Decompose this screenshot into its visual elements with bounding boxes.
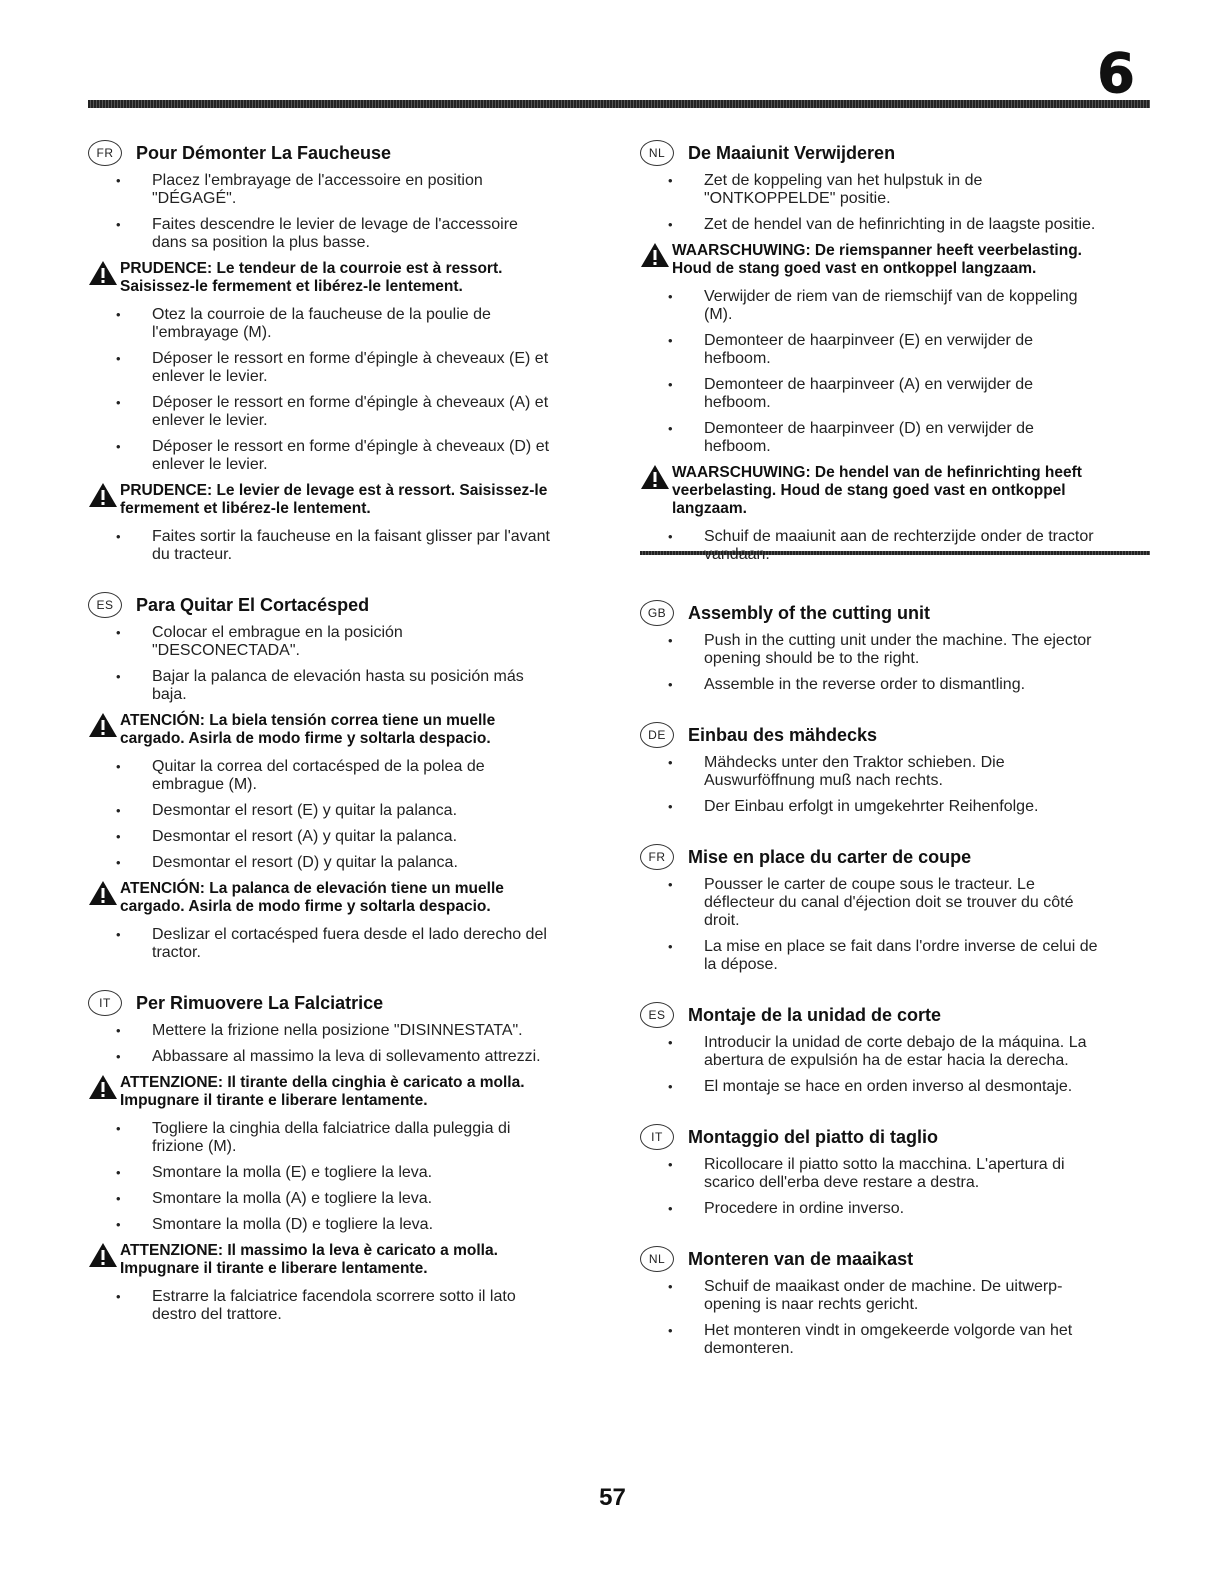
- list-item: • Abbassare al massimo la leva di sollevamento attrezzi.: [116, 1048, 550, 1066]
- section-title: Assembly of the cutting unit: [688, 602, 931, 623]
- list-item: • Estrarre la falciatrice facendola scorrere sotto il lato destro del trattore.: [116, 1288, 550, 1324]
- warning-note: [88, 712, 550, 748]
- warning-text: ATENCIÓN: La biela tensión correa tiene un muelle cargado. Asirla de modo firme y soltarla despacio.: [120, 712, 496, 747]
- warning-triangle-icon: [88, 712, 118, 738]
- list-item: • Déposer le ressort en forme d'épingle à cheveaux (E) et enlever le levier.: [116, 350, 550, 386]
- list-item: • Introducir la unidad de corte debajo de la máquina. La abertura de expulsión ha de estar hacia la derecha.: [668, 1034, 1102, 1070]
- list-item: • Deslizar el cortacésped fuera desde el lado derecho del tractor.: [116, 926, 550, 962]
- list-item: • Faites descendre le levier de levage de l'accessoire dans sa position la plus basse.: [116, 216, 550, 252]
- section-header: [640, 1002, 1102, 1028]
- section-es-montaje: [640, 1002, 1102, 1096]
- section-header: [88, 990, 550, 1016]
- step-list: [668, 876, 1102, 974]
- list-item: • Faites sortir la faucheuse en la faisant glisser par l'avant du tracteur.: [116, 528, 550, 564]
- list-item: • Het monteren vindt in omgekeerde volgorde van het demonteren.: [668, 1322, 1102, 1358]
- step-list: [668, 528, 1102, 564]
- list-item: • Verwijder de riem van de riemschijf van de koppeling (M).: [668, 288, 1102, 324]
- list-item: • Pousser le carter de coupe sous le tracteur. Le déflecteur du canal d'éjection doit se trouver du côté droit.: [668, 876, 1102, 930]
- warning-text: WAARSCHUWING: De hendel van de hefinrichting heeft veerbelasting. Houd de stang goed vast en ontkoppel langzaam.: [672, 464, 1082, 517]
- warning-triangle-icon: [88, 1242, 118, 1268]
- list-item: • El montaje se hace en orden inverso al desmontaje.: [668, 1078, 1102, 1096]
- language-badge-nl: NL: [640, 140, 674, 166]
- list-item: • Otez la courroie de la faucheuse de la poulie de l'embrayage (M).: [116, 306, 550, 342]
- list-item: • Smontare la molla (D) e togliere la leva.: [116, 1216, 550, 1234]
- list-item: • Ricollocare il piatto sotto la macchina. L'apertura di scarico dell'erba deve restare a destra.: [668, 1156, 1102, 1192]
- warning-note: [640, 464, 1102, 518]
- step-list: [116, 624, 550, 704]
- list-item: • Desmontar el resort (D) y quitar la palanca.: [116, 854, 550, 872]
- section-gb-assembly: [640, 600, 1102, 694]
- list-item: • Mettere la frizione nella posizione "DISINNESTATA".: [116, 1022, 550, 1040]
- section-fr-demontage: [88, 140, 550, 564]
- chapter-number: 6: [1097, 42, 1135, 104]
- warning-text: ATTENZIONE: Il massimo la leva è caricato a molla. Impugnare il tirante e liberare lentamente.: [120, 1242, 498, 1277]
- section-title: Para Quitar El Cortacésped: [136, 594, 370, 615]
- step-list: [668, 172, 1102, 234]
- section-title: Per Rimuovere La Falciatrice: [136, 992, 384, 1013]
- step-list: [668, 632, 1102, 694]
- warning-triangle-icon: [88, 880, 118, 906]
- right-column-bottom: [640, 600, 1102, 1386]
- warning-note: [88, 880, 550, 916]
- section-nl-monteren: [640, 1246, 1102, 1358]
- list-item: • Mähdecks unter den Traktor schieben. Die Auswurföffnung muß nach rechts.: [668, 754, 1102, 790]
- step-list: [116, 1120, 550, 1234]
- section-title: Mise en place du carter de coupe: [688, 846, 972, 867]
- chapter-number-icon: [1085, 42, 1147, 104]
- list-item: • Desmontar el resort (E) y quitar la palanca.: [116, 802, 550, 820]
- warning-triangle-icon: [88, 260, 118, 286]
- section-title: Monteren van de maaikast: [688, 1248, 914, 1269]
- section-header: [640, 140, 1102, 166]
- list-item: • Smontare la molla (E) e togliere la leva.: [116, 1164, 550, 1182]
- section-de-einbau: [640, 722, 1102, 816]
- chapter-badge: [1085, 42, 1147, 104]
- language-badge-gb: GB: [640, 600, 674, 626]
- warning-triangle-icon: [88, 482, 118, 508]
- list-item: • Smontare la molla (A) e togliere la leva.: [116, 1190, 550, 1208]
- section-divider: [640, 551, 1150, 555]
- step-list: [116, 1022, 550, 1066]
- step-list: [668, 1156, 1102, 1218]
- right-column-top: [640, 140, 1102, 592]
- list-item: • Déposer le ressort en forme d'épingle à cheveaux (D) et enlever le levier.: [116, 438, 550, 474]
- list-item: • Placez l'embrayage de l'accessoire en position "DÉGAGÉ".: [116, 172, 550, 208]
- list-item: • Desmontar el resort (A) y quitar la palanca.: [116, 828, 550, 846]
- section-title: Einbau des mähdecks: [688, 724, 878, 745]
- list-item: • Der Einbau erfolgt in umgekehrter Reihenfolge.: [668, 798, 1102, 816]
- section-title: Montaggio del piatto di taglio: [688, 1126, 938, 1147]
- list-item: • Schuif de maaikast onder de machine. De uitwerp-opening is naar rechts gericht.: [668, 1278, 1102, 1314]
- warning-triangle-icon: [640, 242, 670, 268]
- page-number: 57: [599, 1484, 626, 1511]
- left-column: [88, 140, 550, 1352]
- warning-note: [640, 242, 1102, 278]
- section-header: [640, 722, 1102, 748]
- step-list: [116, 758, 550, 872]
- warning-triangle-icon: [88, 1074, 118, 1100]
- section-it-rimuovere: [88, 990, 550, 1324]
- language-badge-it: IT: [640, 1124, 674, 1150]
- list-item: • Zet de hendel van de hefinrichting in de laagste positie.: [668, 216, 1102, 234]
- list-item: • Togliere la cinghia della falciatrice dalla puleggia di frizione (M).: [116, 1120, 550, 1156]
- language-badge-es: ES: [88, 592, 122, 618]
- section-nl-verwijderen: [640, 140, 1102, 564]
- step-list: [116, 528, 550, 564]
- language-badge-it: IT: [88, 990, 122, 1016]
- warning-note: [88, 260, 550, 296]
- list-item: • Zet de koppeling van het hulpstuk in de "ONTKOPPELDE" positie.: [668, 172, 1102, 208]
- section-header: [640, 600, 1102, 626]
- warning-text: PRUDENCE: Le tendeur de la courroie est à ressort. Saisissez-le fermement et libérez-le lentement.: [120, 260, 503, 295]
- warning-note: [88, 1074, 550, 1110]
- header-rule: [88, 100, 1150, 108]
- section-header: [88, 140, 550, 166]
- section-header: [640, 1246, 1102, 1272]
- list-item: • Bajar la palanca de elevación hasta su posición más baja.: [116, 668, 550, 704]
- step-list: [116, 172, 550, 252]
- list-item: • Quitar la correa del cortacésped de la polea de embrague (M).: [116, 758, 550, 794]
- step-list: [116, 926, 550, 962]
- section-header: [88, 592, 550, 618]
- list-item: • Déposer le ressort en forme d'épingle à cheveaux (A) et enlever le levier.: [116, 394, 550, 430]
- language-badge-fr: FR: [640, 844, 674, 870]
- language-badge-fr: FR: [88, 140, 122, 166]
- step-list: [668, 754, 1102, 816]
- list-item: • Colocar el embrague en la posición "DESCONECTADA".: [116, 624, 550, 660]
- list-item: • Assemble in the reverse order to dismantling.: [668, 676, 1102, 694]
- section-es-quitar: [88, 592, 550, 962]
- step-list: [116, 306, 550, 474]
- section-header: [640, 844, 1102, 870]
- section-it-montaggio: [640, 1124, 1102, 1218]
- section-title: Pour Démonter La Faucheuse: [136, 142, 392, 163]
- list-item: • Demonteer de haarpinveer (A) en verwijder de hefboom.: [668, 376, 1102, 412]
- section-title: Montaje de la unidad de corte: [688, 1004, 942, 1025]
- section-header: [640, 1124, 1102, 1150]
- list-item: • Demonteer de haarpinveer (D) en verwijder de hefboom.: [668, 420, 1102, 456]
- warning-text: PRUDENCE: Le levier de levage est à ressort. Saisissez-le fermement et libérez-le lentement.: [120, 482, 548, 517]
- warning-text: ATENCIÓN: La palanca de elevación tiene un muelle cargado. Asirla de modo firme y soltarla despacio.: [120, 880, 504, 915]
- warning-triangle-icon: [640, 464, 670, 490]
- language-badge-nl: NL: [640, 1246, 674, 1272]
- warning-text: ATTENZIONE: Il tirante della cinghia è caricato a molla. Impugnare il tirante e liberare lentamente.: [120, 1074, 525, 1109]
- list-item: • Schuif de maaiunit aan de rechterzijde onder de tractor: [668, 528, 1102, 564]
- step-list: [668, 1278, 1102, 1358]
- warning-text: WAARSCHUWING: De riemspanner heeft veerbelasting. Houd de stang goed vast en ontkoppel langzaam.: [672, 242, 1082, 277]
- list-item: • Demonteer de haarpinveer (E) en verwijder de hefboom.: [668, 332, 1102, 368]
- section-title: De Maaiunit Verwijderen: [688, 142, 896, 163]
- language-badge-de: DE: [640, 722, 674, 748]
- list-item: • Procedere in ordine inverso.: [668, 1200, 1102, 1218]
- warning-note: [88, 482, 550, 518]
- warning-note: [88, 1242, 550, 1278]
- list-item: • Push in the cutting unit under the machine. The ejector opening should be to the right.: [668, 632, 1102, 668]
- step-list: [116, 1288, 550, 1324]
- language-badge-es: ES: [640, 1002, 674, 1028]
- step-list: [668, 288, 1102, 456]
- section-fr-mise: [640, 844, 1102, 974]
- list-item: • La mise en place se fait dans l'ordre inverse de celui de la dépose.: [668, 938, 1102, 974]
- step-list: [668, 1034, 1102, 1096]
